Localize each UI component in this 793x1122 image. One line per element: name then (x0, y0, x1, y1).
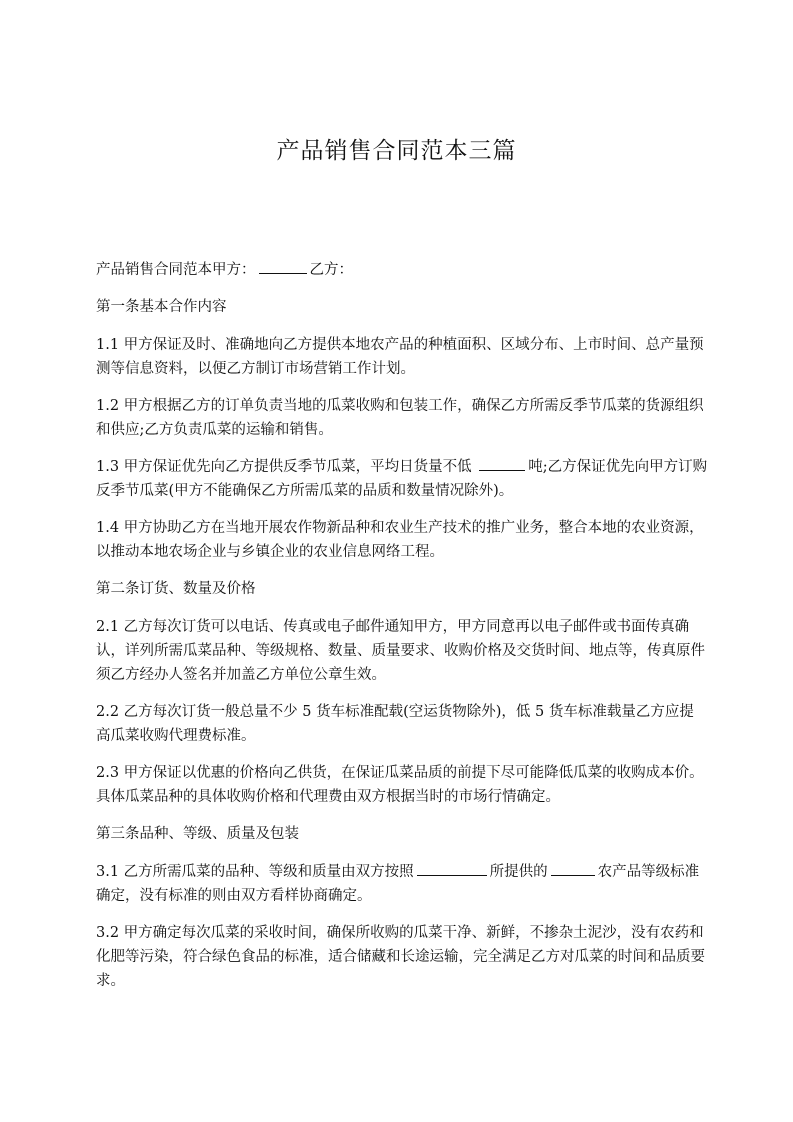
clause-text: 3.1 乙方所需瓜菜的品种、等级和质量由双方按照 (96, 864, 414, 880)
clause-2-1: 2.1 乙方每次订货可以电话、传真或电子邮件通知甲方，甲方同意再以电子邮件或书面传真确认，详列所需瓜菜品种、等级规格、数量、质量要求、收购价格及交货时间、地点等，传真原件须乙方经办人签名并加盖乙方单位公章生效。 (96, 619, 705, 683)
document-body (96, 258, 708, 1006)
clause-1-4: 1.4 甲方协助乙方在当地开展农作物新品种和农业生产技术的推广业务，整合本地的农业资源，以推动本地农场企业与乡镇企业的农业信息网络工程。 (96, 520, 704, 560)
clause-text: 吨;乙方保证优先向甲方订购反季节瓜菜(甲方不能确保乙方所需瓜菜的品质和数量情况除外)。 (96, 459, 708, 499)
document-title: 产品销售合同范本三篇 (276, 138, 517, 164)
clause-1-3 (96, 455, 708, 503)
party-a-label: 产品销售合同范本甲方： (96, 262, 256, 278)
clause-text: 所提供的 (489, 864, 548, 880)
daily-volume-blank (479, 456, 525, 471)
clause-3-1 (96, 860, 708, 908)
party-a-blank (259, 259, 307, 274)
clause-1-1: 1.1 甲方保证及时、准确地向乙方提供本地农产品的种植面积、区域分布、上市时间、总产量预测等信息资料，以便乙方制订市场营销工作计划。 (96, 337, 704, 377)
clause-2-2: 2.2 乙方每次订货一般总量不少 5 货车标准配载(空运货物除外)，低 5 货车标准载量乙方应提高瓜菜收购代理费标准。 (96, 704, 694, 744)
party-b-label: 乙方： (309, 262, 353, 278)
section-heading: 第一条基本合作内容 (96, 299, 227, 315)
section-heading: 第三条品种、等级、质量及包装 (96, 826, 299, 842)
standard-source-blank (417, 861, 487, 876)
intro-line (96, 258, 708, 282)
clause-3-2: 3.2 甲方确定每次瓜菜的采收时间，确保所收购的瓜菜干净、新鲜，不掺杂土泥沙，没有农药和化肥等污染，符合绿色食品的标准，适合储藏和长途运输，完全满足乙方对瓜菜的时间和品质要求。 (96, 925, 705, 989)
section-heading: 第二条订货、数量及价格 (96, 581, 256, 597)
standard-name-blank (551, 861, 595, 876)
clause-text: 1.3 甲方保证优先向乙方提供反季节瓜菜，平均日货量不低 (96, 459, 477, 475)
clause-1-2: 1.2 甲方根据乙方的订单负责当地的瓜菜收购和包装工作，确保乙方所需反季节瓜菜的货源组织和供应;乙方负责瓜菜的运输和销售。 (96, 398, 704, 438)
clause-2-3: 2.3 甲方保证以优惠的价格向乙供货，在保证瓜菜品质的前提下尽可能降低瓜菜的收购成本价。具体瓜菜品种的具体收购价格和代理费由双方根据当时的市场行情确定。 (96, 765, 704, 805)
clause-text: 农产品等级标准确定，没有标准的则由双方看样协商确定。 (96, 864, 700, 904)
